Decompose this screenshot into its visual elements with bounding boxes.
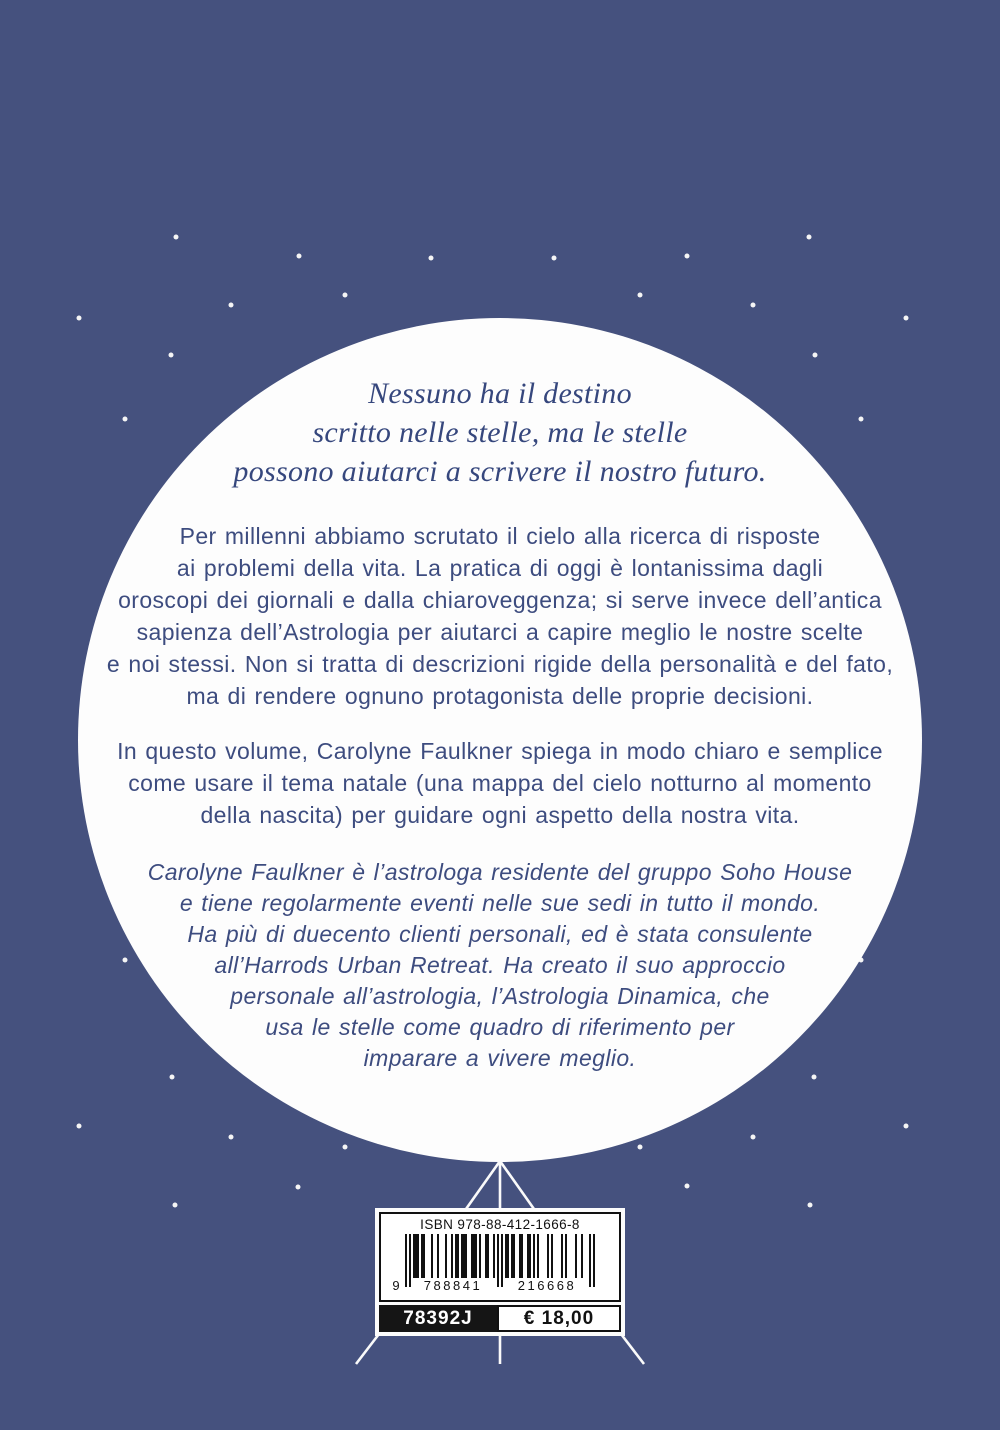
barcode-panel [379,1212,621,1302]
star [229,303,234,308]
body-line: oroscopi dei giornali e dalla chiaroveggenza; si serve invece dell’antica [118,587,882,613]
barcode-module [593,1234,595,1287]
star [751,1135,756,1140]
description-paragraph-1 [78,520,922,712]
bio-line: e tiene regolarmente eventi nelle sue sedi in tutto il mondo. [179,890,821,916]
star [685,1184,690,1189]
barcode-digits-left: 788841 [412,1279,494,1292]
star [297,254,302,259]
star [812,1075,817,1080]
price-row [379,1305,621,1332]
body-line: come usare il tema natale (una mappa del cielo notturno al momento [128,770,872,796]
barcode-label [375,1208,625,1336]
star [429,256,434,261]
barcode-digits-right: 216668 [506,1279,588,1292]
back-cover-text [78,318,922,1074]
star [638,293,643,298]
bio-line: personale all’astrologia, l’Astrologia Dinamica, che [230,983,770,1009]
price: € 18,00 [497,1305,621,1332]
star [173,1203,178,1208]
body-line: sapienza dell’Astrologia per aiutarci a capire meglio le nostre scelte [136,619,864,645]
moon-circle [78,318,922,1162]
body-line: ma di rendere ognuno protagonista delle proprie decisioni. [186,683,814,709]
tagline-quote [78,374,922,491]
barcode-digit-first: 9 [389,1279,403,1292]
barcode [392,1234,595,1293]
body-line: Per millenni abbiamo scrutato il cielo alla ricerca di risposte [179,523,821,549]
bio-line: Carolyne Faulkner è l’astrologa residente del gruppo Soho House [147,859,853,885]
star [174,235,179,240]
body-line: della nascita) per guidare ogni aspetto della nostra vita. [200,802,800,828]
quote-line: scritto nelle stelle, ma le stelle [312,416,688,449]
description-paragraph-2 [78,735,922,831]
edition-code: 78392J [379,1305,497,1332]
body-line: In questo volume, Carolyne Faulkner spiega in modo chiaro e semplice [117,738,883,764]
star [343,1145,348,1150]
bio-line: Ha più di duecento clienti personali, ed è stata consulente [187,921,813,947]
star [638,1145,643,1150]
quote-line: Nessuno ha il destino [368,377,632,410]
star [296,1185,301,1190]
star [685,254,690,259]
star [808,1203,813,1208]
author-bio [78,857,922,1074]
body-line: ai problemi della vita. La pratica di oggi è lontanissima dagli [176,555,824,581]
body-line: e noi stessi. Non si tratta di descrizioni rigide della personalità e del fato, [106,651,894,677]
quote-line: possono aiutarci a scrivere il nostro futuro. [233,455,767,488]
bio-line: imparare a vivere meglio. [363,1045,637,1071]
star [77,1124,82,1129]
bio-line: usa le stelle come quadro di riferimento per [265,1014,735,1040]
bio-line: all’Harrods Urban Retreat. Ha creato il suo approccio [214,952,786,978]
star [343,293,348,298]
star [904,1124,909,1129]
star [552,256,557,261]
isbn-text: ISBN 978-88-412-1666-8 [420,1217,580,1232]
star [807,235,812,240]
star [170,1075,175,1080]
star [229,1135,234,1140]
star [751,303,756,308]
